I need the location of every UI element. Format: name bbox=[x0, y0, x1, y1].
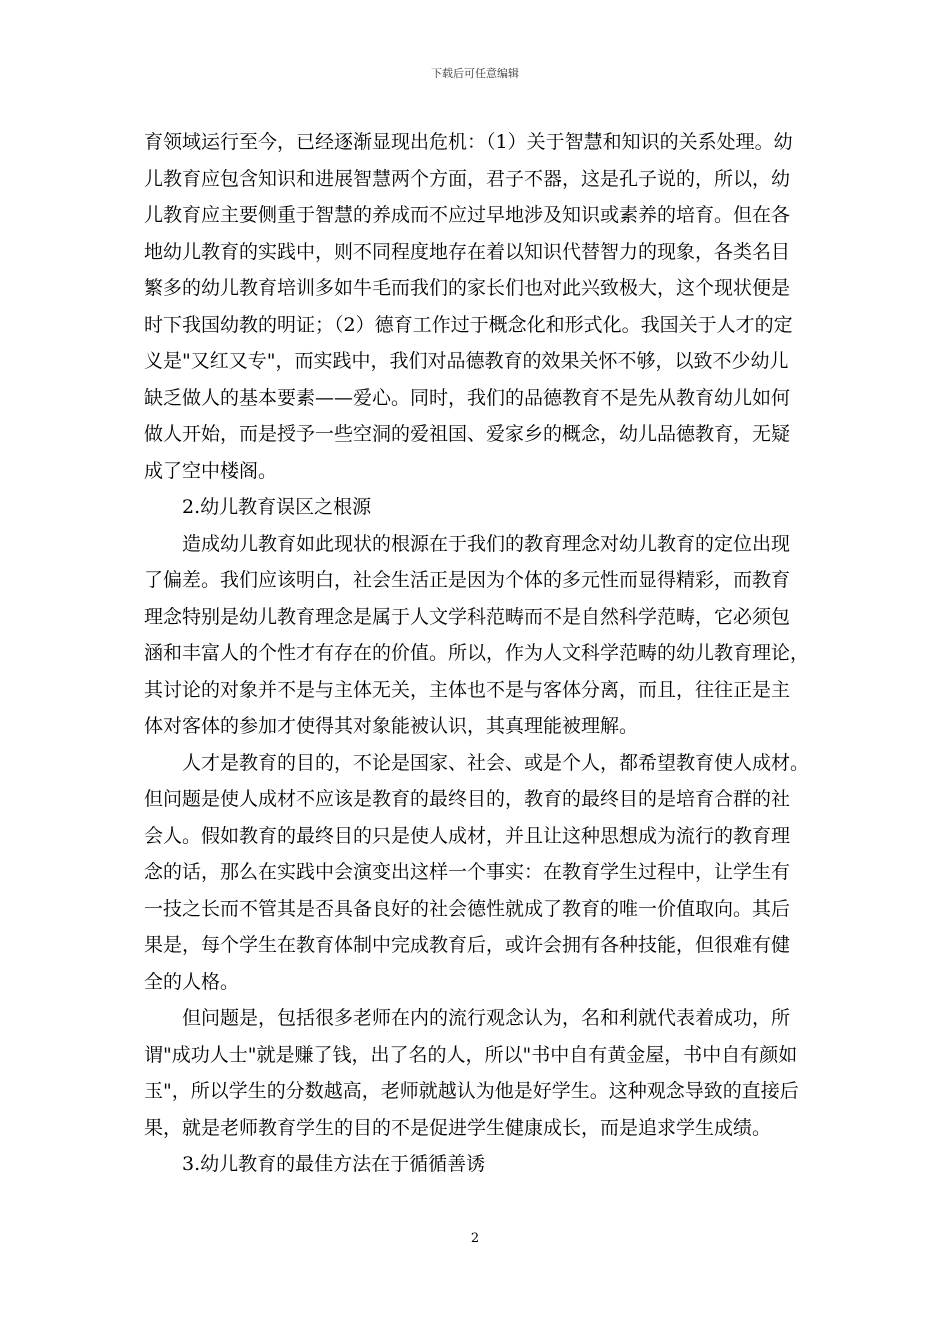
text-line: 地幼儿教育的实践中，则不同程度地存在着以知识代替智力的现象，各类名目 bbox=[144, 240, 791, 263]
text-line: 果，就是老师教育学生的目的不是促进学生健康成长，而是追求学生成绩。 bbox=[144, 1116, 772, 1139]
page-header: 下载后可任意编辑 bbox=[431, 67, 519, 80]
text-line: 缺乏做人的基本要素——爱心。同时，我们的品德教育不是先从教育幼儿如何 bbox=[144, 386, 791, 409]
text-line: 念的话，那么在实践中会演变出这样一个事实：在教育学生过程中，让学生有 bbox=[144, 861, 791, 883]
text-line: 繁多的幼儿教育培训多如牛毛而我们的家长们也对此兴致极大，这个现状便是 bbox=[144, 277, 791, 299]
text-line: 义是"又红又专"，而实践中，我们对品德教育的效果关怀不够，以致不少幼儿 bbox=[144, 350, 789, 372]
text-line: 一技之长而不管其是否具备良好的社会德性就成了教育的唯一价值取向。其后 bbox=[144, 897, 791, 920]
text-line: 涵和丰富人的个性才有存在的价值。所以，作为人文科学范畴的幼儿教育理论， bbox=[144, 642, 810, 664]
text-line: 会人。假如教育的最终目的只是使人成材，并且让这种思想成为流行的教育理 bbox=[144, 824, 791, 847]
text-line: 玉"，所以学生的分数越高，老师就越认为他是好学生。这种观念导致的直接后 bbox=[144, 1080, 799, 1102]
text-line: 时下我国幼教的明证；（2）德育工作过于概念化和形式化。我国关于人才的定 bbox=[144, 313, 793, 336]
text-line: 儿教育应主要侧重于智慧的养成而不应过早地涉及知识或素养的培育。但在各 bbox=[144, 204, 791, 226]
text-line: 但问题是使人成材不应该是教育的最终目的，教育的最终目的是培育合群的社 bbox=[144, 788, 791, 810]
text-line: 但问题是，包括很多老师在内的流行观念认为，名和利就代表着成功，所 bbox=[182, 1007, 791, 1029]
text-line: 其讨论的对象并不是与主体无关，主体也不是与客体分离，而且，往往正是主 bbox=[144, 678, 791, 701]
text-line: 果是，每个学生在教育体制中完成教育后，或许会拥有各种技能，但很难有健 bbox=[144, 934, 791, 956]
text-line: 造成幼儿教育如此现状的根源在于我们的教育理念对幼儿教育的定位出现 bbox=[182, 532, 791, 555]
text-line: 体对客体的参加才使得其对象能被认识，其真理能被理解。 bbox=[144, 715, 639, 737]
document-body bbox=[144, 124, 808, 1183]
text-line: 做人开始，而是授予一些空洞的爱祖国、爱家乡的概念，幼儿品德教育，无疑 bbox=[144, 423, 791, 445]
text-line: 成了空中楼阁。 bbox=[144, 459, 278, 482]
text-line: 儿教育应包含知识和进展智慧两个方面，君子不器，这是孔子说的，所以，幼 bbox=[144, 167, 791, 190]
text-line: 人才是教育的目的，不论是国家、社会、或是个人，都希望教育使人成材。 bbox=[182, 751, 810, 774]
text-line: 了偏差。我们应该明白，社会生活正是因为个体的多元性而显得精彩，而教育 bbox=[144, 569, 791, 591]
text-line: 3.幼儿教育的最佳方法在于循循善诱 bbox=[182, 1153, 486, 1175]
text-line: 理念特别是幼儿教育理念是属于人文学科范畴而不是自然科学范畴，它必须包 bbox=[144, 605, 791, 628]
text-line: 2.幼儿教育误区之根源 bbox=[182, 496, 372, 518]
text-line: 全的人格。 bbox=[144, 970, 240, 993]
text-line: 谓"成功人士"就是赚了钱，出了名的人，所以"书中自有黄金屋，书中自有颜如 bbox=[144, 1043, 798, 1066]
page-number: 2 bbox=[470, 1231, 480, 1246]
text-line: 育领域运行至今，已经逐渐显现出危机：（1）关于智慧和知识的关系处理。幼 bbox=[144, 131, 793, 153]
